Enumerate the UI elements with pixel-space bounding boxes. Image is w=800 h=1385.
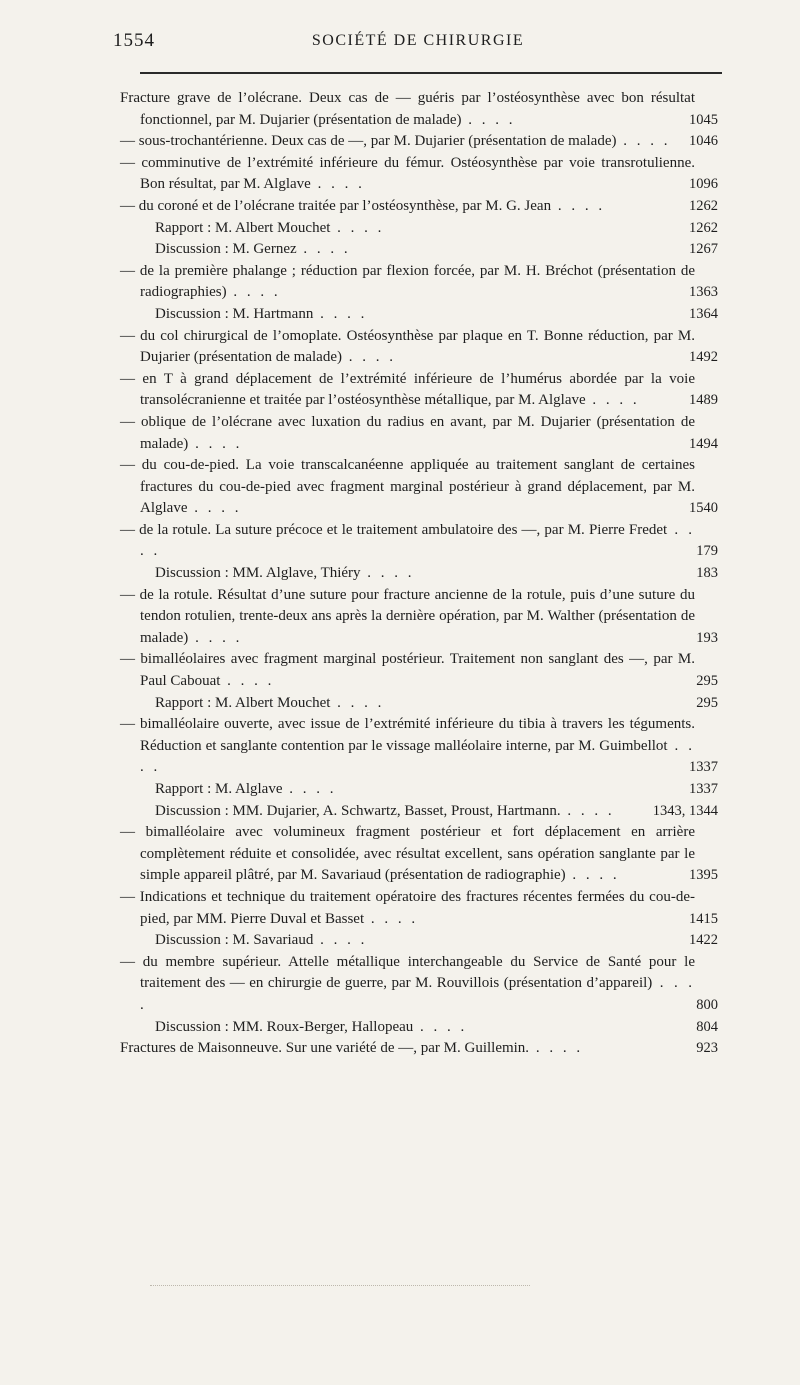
entry-text: Discussion : MM. Alglave, Thiéry bbox=[155, 565, 361, 582]
entry-text: Rapport : M. Albert Mouchet bbox=[155, 694, 331, 711]
leader-dots: . . . . bbox=[364, 910, 419, 927]
leader-dots: . . . . bbox=[560, 802, 615, 819]
leader-dots: . . . . bbox=[313, 305, 368, 322]
index-entry bbox=[120, 887, 718, 930]
entry-text: — de la rotule. Résultat d’une suture pour fracture ancienne de la rotule, puis d’une suture du tendon rotulien, trente-deux ans après la dernière opération, par M. Walther (présentation de malade) bbox=[120, 586, 695, 646]
page-reference: 1395 bbox=[689, 867, 718, 884]
leader-dots: . . . . bbox=[342, 349, 396, 366]
leader-dots: . . . . bbox=[313, 932, 368, 949]
leader-dots: . . . . bbox=[140, 737, 695, 776]
page-reference: 1540 bbox=[689, 500, 718, 517]
index-entry bbox=[120, 1038, 718, 1060]
leader-dots: . . . . bbox=[413, 1018, 468, 1035]
index-entry bbox=[120, 196, 718, 218]
entry-text: — comminutive de l’extrémité inférieure du fémur. Ostéosynthèse par voie transrotulienne. Bon résultat, par M. Alglave bbox=[120, 154, 695, 193]
index-entry bbox=[120, 822, 718, 887]
index-body bbox=[120, 88, 718, 1060]
leader-dots: . . . . bbox=[551, 197, 606, 214]
page-reference: 1337 bbox=[689, 781, 718, 797]
page-reference: 1492 bbox=[689, 349, 718, 366]
leader-dots: . . . . bbox=[330, 694, 385, 711]
page-reference: 804 bbox=[696, 1018, 718, 1035]
entry-text: Discussion : MM. Dujarier, A. Schwartz, Basset, Proust, Hartmann. bbox=[155, 802, 561, 819]
leader-dots: . . . . bbox=[188, 435, 243, 452]
page-reference: 923 bbox=[696, 1040, 718, 1057]
index-entry bbox=[120, 412, 718, 455]
entry-text: — Indications et technique du traitement opératoire des fractures récentes fermées du cou-de-pied, par MM. Pierre Duval et Basset bbox=[120, 888, 695, 927]
leader-dots: . . . . bbox=[310, 176, 365, 193]
entry-text: Discussion : M. Hartmann bbox=[155, 305, 314, 322]
entry-text: — en T à grand déplacement de l’extrémité inférieure de l’humérus abordée par la voie transolécranienne et traitée par l’ostéosynthèse métallique, par M. Alglave bbox=[120, 370, 695, 409]
leader-dots: . . . . bbox=[585, 392, 640, 409]
page-reference: 1489 bbox=[689, 392, 718, 409]
page-reference: 179 bbox=[696, 543, 718, 560]
leader-dots: . . . . bbox=[565, 867, 620, 884]
leader-dots: . . . . bbox=[140, 975, 696, 1013]
index-entry bbox=[120, 261, 718, 304]
index-entry bbox=[120, 714, 718, 779]
index-entry bbox=[120, 153, 718, 196]
index-subentry bbox=[155, 801, 718, 823]
leader-dots: . . . . bbox=[330, 219, 385, 236]
entry-text: — du membre supérieur. Attelle métallique interchangeable du Service de Santé pour le traitement des — en chirurgie de guerre, par M. Rouvillois (présentation d’appareil) bbox=[120, 953, 695, 992]
page-reference: 1045 bbox=[689, 111, 718, 128]
page-reference: 1046 bbox=[689, 133, 718, 150]
page-reference: 1364 bbox=[689, 305, 718, 322]
page-reference: 1422 bbox=[689, 932, 718, 949]
leader-dots: . . . . bbox=[529, 1040, 584, 1057]
running-title: SOCIÉTÉ DE CHIRURGIE bbox=[311, 32, 525, 49]
entry-text: — sous-trochantérienne. Deux cas de —, par M. Dujarier (présentation de malade) bbox=[120, 133, 617, 150]
page-reference: 1494 bbox=[689, 435, 718, 452]
index-subentry bbox=[155, 1017, 718, 1039]
index-entry bbox=[120, 88, 718, 131]
leader-dots: . . . . bbox=[461, 111, 516, 128]
page-reference: 1262 bbox=[689, 197, 718, 214]
leader-dots: . . . . bbox=[140, 521, 696, 560]
entry-text: Discussion : M. Gernez bbox=[155, 241, 297, 258]
index-subentry bbox=[155, 239, 718, 261]
index-entry bbox=[120, 369, 718, 412]
leader-dots: . . . . bbox=[220, 673, 275, 690]
index-subentry bbox=[155, 930, 718, 952]
leader-dots: . . . . bbox=[187, 500, 242, 517]
index-subentry bbox=[155, 693, 718, 715]
index-entry bbox=[120, 952, 718, 1017]
index-subentry bbox=[155, 304, 718, 326]
index-entry bbox=[120, 131, 718, 153]
leader-dots: . . . . bbox=[188, 629, 243, 646]
index-entry bbox=[120, 520, 718, 563]
entry-text: — oblique de l’olécrane avec luxation du radius en avant, par M. Dujarier (présentation de malade) bbox=[120, 413, 695, 452]
page-reference: 1363 bbox=[689, 284, 718, 301]
entry-text: Rapport : M. Albert Mouchet bbox=[155, 219, 331, 236]
leader-dots: . . . . bbox=[360, 565, 415, 582]
leader-dots: . . . . bbox=[282, 781, 337, 797]
leader-dots: . . . . bbox=[616, 133, 671, 150]
header-rule bbox=[140, 72, 722, 74]
leader-dots: . . . . bbox=[296, 241, 351, 258]
entry-text: — bimalléolaire avec volumineux fragment postérieur et fort déplacement en arrière complètement réduite et consolidée, avec résultat excellent, sans opération sanglante par le simple appareil plâtré, par M. Savariaud (présentation de radiographie) bbox=[120, 824, 695, 884]
entry-text: — du coroné et de l’olécrane traitée par l’ostéosynthèse, par M. G. Jean bbox=[120, 197, 552, 214]
entry-text: — bimalléolaires avec fragment marginal postérieur. Traitement non sanglant des —, par M. Paul Cabouat bbox=[120, 651, 695, 690]
index-entry bbox=[120, 455, 718, 520]
page-reference: 1343, 1344 bbox=[652, 802, 718, 819]
entry-text: Fractures de Maisonneuve. Sur une variété de —, par M. Guillemin. bbox=[120, 1040, 530, 1057]
page-reference: 1096 bbox=[689, 176, 718, 193]
index-subentry bbox=[155, 779, 718, 801]
page-reference: 1337 bbox=[689, 759, 718, 776]
page-number: 1554 bbox=[113, 30, 155, 51]
entry-text: — de la première phalange ; réduction par flexion forcée, par M. H. Bréchot (présentation de radiographies) bbox=[120, 262, 695, 301]
index-entry bbox=[120, 326, 718, 369]
page-reference: 295 bbox=[696, 694, 718, 711]
index-entry bbox=[120, 585, 718, 650]
page-header bbox=[113, 30, 723, 56]
entry-text: Rapport : M. Alglave bbox=[155, 781, 283, 797]
bleed-through-trace bbox=[150, 1285, 530, 1286]
entry-text: — du cou-de-pied. La voie transcalcanéenne appliquée au traitement sanglant de certaines fractures du cou-de-pied avec fragment marginal postérieur à grand déplacement, par M. Alglave bbox=[120, 457, 695, 517]
entry-text: — du col chirurgical de l’omoplate. Ostéosynthèse par plaque en T. Bonne réduction, par M. Dujarier (présentation de malade) bbox=[120, 327, 695, 366]
page-reference: 295 bbox=[696, 673, 718, 690]
page-reference: 1262 bbox=[689, 219, 718, 236]
page-reference: 183 bbox=[696, 565, 718, 582]
leader-dots: . . . . bbox=[226, 284, 281, 301]
index-subentry bbox=[155, 218, 718, 240]
page-reference: 1415 bbox=[689, 910, 718, 927]
page-reference: 1267 bbox=[689, 241, 718, 258]
page-reference: 800 bbox=[696, 996, 718, 1013]
entry-text: Discussion : M. Savariaud bbox=[155, 932, 314, 949]
entry-text: Fracture grave de l’olécrane. Deux cas de — guéris par l’ostéosynthèse avec bon résultat fonctionnel, par M. Dujarier (présentation de malade) bbox=[120, 90, 695, 128]
entry-text: — de la rotule. La suture précoce et le traitement ambulatoire des —, par M. Pierre Fredet bbox=[120, 521, 668, 538]
index-subentry bbox=[155, 563, 718, 585]
index-entry bbox=[120, 649, 718, 692]
page-reference: 193 bbox=[696, 629, 718, 646]
entry-text: Discussion : MM. Roux-Berger, Hallopeau bbox=[155, 1018, 414, 1035]
entry-text: — bimalléolaire ouverte, avec issue de l’extrémité inférieure du tibia à travers les téguments. Réduction et sanglante contention par le vissage malléolaire interne, par M. Guimbellot bbox=[120, 716, 695, 754]
